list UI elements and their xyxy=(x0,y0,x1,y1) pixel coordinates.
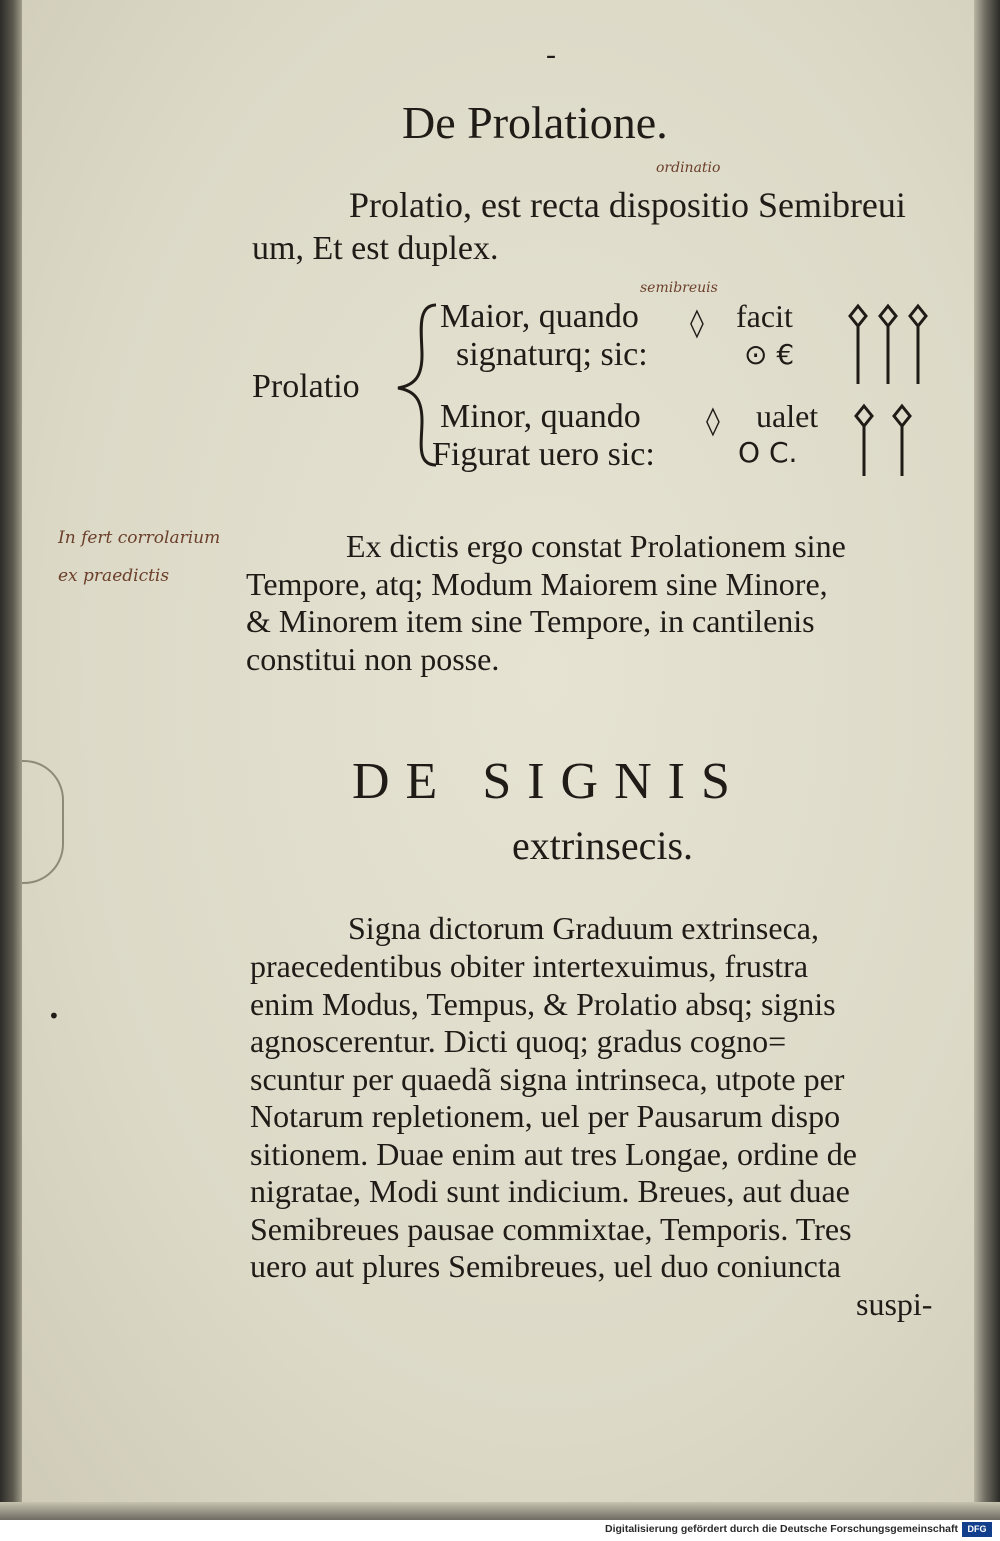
minim-notes-minor-icon xyxy=(852,400,922,480)
intro-line-1: Prolatio, est recta dispositio Semibreui xyxy=(349,185,906,225)
minor-ualet: ualet xyxy=(756,398,819,434)
para2-line-9: Semibreues pausae commixtae, Temporis. Tres xyxy=(250,1211,852,1247)
semibreve-note-icon-2: ◊ xyxy=(706,404,720,437)
page-title: De Prolatione. xyxy=(402,97,668,148)
heading-extrinsecis: extrinsecis. xyxy=(512,823,694,868)
para1-line-2: Tempore, atq; Modum Maiorem sine Minore, xyxy=(246,566,828,602)
footer-credit: Digitalisierung gefördert durch die Deutsche Forschungsgemeinschaft xyxy=(605,1523,958,1535)
binding-edge-left xyxy=(0,0,22,1520)
margin-note-line-1: In fert corrolarium xyxy=(58,528,221,548)
para2-line-2: praecedentibus obiter intertexuimus, frustra xyxy=(250,948,809,984)
maior-line-1: Maior, quando xyxy=(440,298,639,335)
top-mark: - xyxy=(546,38,556,71)
para1-line-1: Ex dictis ergo constat Prolationem sine xyxy=(346,528,846,564)
maior-facit: facit xyxy=(736,298,793,334)
margin-note-line-2: ex praedictis xyxy=(58,566,170,586)
minor-line-1: Minor, quando xyxy=(440,398,641,435)
para2-line-3: enim Modus, Tempus, & Prolatio absq; signis xyxy=(250,986,836,1022)
para2-line-11: suspi- xyxy=(856,1286,933,1322)
para2-line-7: sitionem. Duae enim aut tres Longae, ordine de xyxy=(250,1136,857,1172)
minim-notes-maior-icon xyxy=(846,300,936,390)
para2-line-1: Signa dictorum Graduum extrinseca, xyxy=(348,910,819,946)
para2-line-10: uero aut plures Semibreues, uel duo coniuncta xyxy=(250,1248,841,1284)
para2-line-8: nigratae, Modi sunt indicium. Breues, aut duae xyxy=(250,1173,850,1209)
diagram-head-prolatio: Prolatio xyxy=(252,368,360,405)
gloss-ordinatio: ordinatio xyxy=(656,160,721,176)
para2-line-6: Notarum repletionem, uel per Pausarum dispo xyxy=(250,1098,841,1134)
page-edge-bottom xyxy=(0,1502,1000,1520)
page-edge-right xyxy=(974,0,1000,1520)
para2-line-5: scuntur per quaedã signa intrinseca, utpote per xyxy=(250,1061,845,1097)
ink-dot: • xyxy=(48,1004,60,1028)
maior-signs: ⊙ € xyxy=(744,338,795,371)
para1-line-4: constitui non posse. xyxy=(246,641,500,677)
minor-signs: O C. xyxy=(738,436,798,469)
para2-line-4: agnoscerentur. Dicti quoq; gradus cogno= xyxy=(250,1023,787,1059)
semibreve-note-icon: ◊ xyxy=(690,306,704,339)
intro-line-2: um, Et est duplex. xyxy=(252,230,499,267)
minor-line-2: Figurat uero sic: xyxy=(432,436,655,473)
gloss-semibreuis: semibreuis xyxy=(640,280,718,296)
maior-line-2: signaturq; sic: xyxy=(456,336,648,373)
para1-line-3: & Minorem item sine Tempore, in cantilenis xyxy=(246,603,815,639)
heading-de-signis: DE SIGNIS xyxy=(352,753,746,810)
footer-bar xyxy=(0,1520,1000,1541)
clip-outline xyxy=(22,760,64,884)
dfg-logo: DFG xyxy=(962,1522,992,1537)
